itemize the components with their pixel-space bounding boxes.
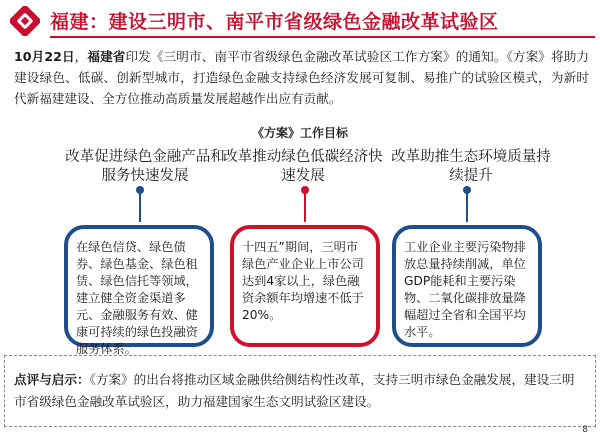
connector-red [301, 186, 309, 222]
page-number: 8 [582, 425, 588, 435]
connector-navy [463, 186, 471, 222]
page-title: 福建：建设三明市、南平市省级绿色金融改革试验区 [50, 11, 499, 33]
section-title: 《方案》工作目标 [251, 126, 348, 140]
intro-date: 10月22日 [14, 49, 75, 64]
goal-connectors [0, 186, 600, 228]
goal-detail-text: 在绿色信贷、绿色债券、绿色基金、绿色租赁、绿色信托等领域，建立健全资金渠道多元、金融服务有效、健康可持续的绿色投融资服务体系。 [76, 240, 198, 356]
slide-header [0, 0, 600, 40]
goal-detail-box-3 [392, 225, 542, 347]
intro-subject: 福建省 [87, 49, 126, 64]
goal-2: 改革推动绿色低碳经济快速发展 [223, 149, 383, 184]
goal-detail-box-1 [64, 225, 214, 356]
goal-detail-text: 工业企业主要污染物排放总量持续削减，单位GDP能耗和主要污染物、二氧化碳排放量降幅超过全省和全国平均水平。 [404, 240, 526, 339]
connector-blue [136, 186, 144, 222]
comment-label: 点评与启示： [14, 372, 90, 387]
intro-text: 印发《三明市、南平市省级绿色金融改革试验区工作方案》的通知。《方案》将助力建设绿色、低碳、创新型城市，打造绿色金融支持绿色经济发展可复制、易推广的试验区模式，为新时代新福建建设、全方位推动高质量发展超越作出应有贡献。 [14, 49, 590, 106]
goal-1: 改革促进绿色金融产品和服务快速发展 [65, 149, 225, 184]
goal-detail-text: 十四五”期间，三明市绿色产业企业上市公司达到4家以上，绿色融资余额年均增速不低于20%。 [242, 240, 364, 322]
comment-text: 《方案》的出台将推动区域金融供给侧结构性改革，支持三明市绿色金融发展，建设三明市省级绿色金融改革试验区，助力福建国家生态文明试验区建设。 [14, 372, 575, 409]
intro-paragraph: 10月22日，福建省印发《三明市、南平市省级绿色金融改革试验区工作方案》的通知。《方案》将助力建设绿色、低碳、创新型城市，打造绿色金融支持绿色经济发展可复制、易推广的试验区模式，为新时代新福建建设、全方位推动高质量发展超越作出应有贡献。 [14, 49, 590, 106]
goal-detail-box-2 [230, 225, 380, 347]
goal-3: 改革助推生态环境质量持续提升 [391, 149, 551, 184]
title-divider [50, 36, 595, 38]
logo-icon [10, 6, 40, 36]
comment-paragraph [14, 369, 586, 413]
